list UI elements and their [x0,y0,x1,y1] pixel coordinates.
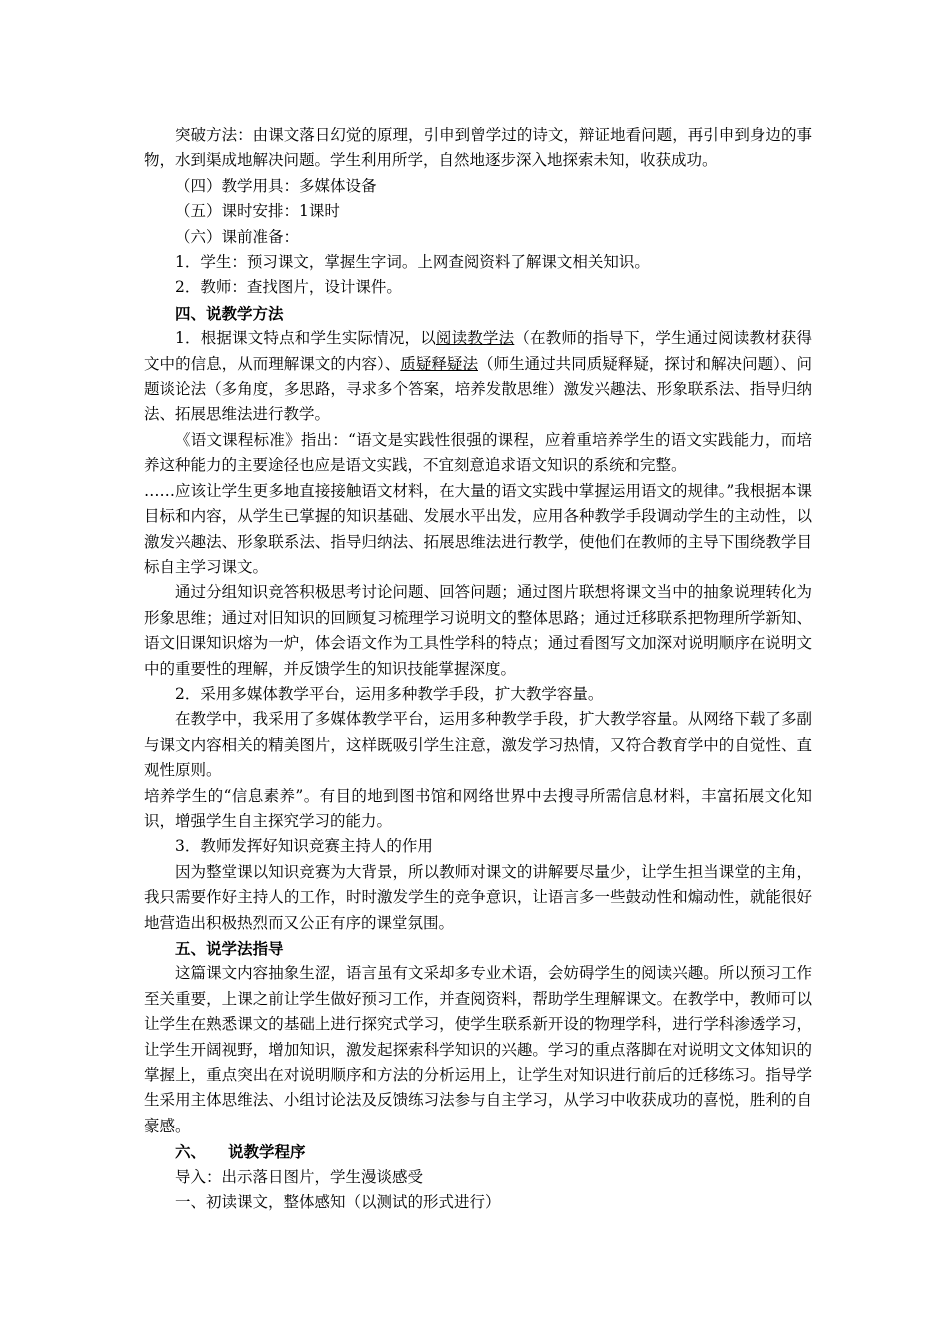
item-teaching-tools: （四）教学用具：多媒体设备 [175,176,377,195]
heading-study-guidance: 五、说学法指导 [175,939,284,958]
item-class-time: （五）课时安排：1课时 [175,202,340,221]
document-page [144,123,812,1215]
paragraph-method-1 [144,326,812,428]
paragraph-host-role: 因为整堂课以知识竞赛为大背景，所以教师对课文的讲解要尽量少，让学生担当课堂的主角，我只需要作好主持人的工作，时时激发学生的竞争意识，让语言多一些鼓动性和煽动性，就能很好地营造出积极热烈而又公正有序的课堂氛围。 [144,862,812,932]
intro-step: 导入：出示落日图片，学生漫谈感受 [175,1167,424,1186]
heading-6-text: 说教学程序 [228,1142,306,1162]
paragraph-multimedia: 在教学中，我采用了多媒体教学平台，运用多种教学手段，扩大教学容量。从网络下载了多副与课文内容相关的精美图片，这样既吸引学生注意，激发学习热情，又符合教育学中的自觉性、直观性原则。 [144,710,812,780]
method-2: 2．采用多媒体教学平台，运用多种教学手段，扩大教学容量。 [175,684,604,703]
step-1: 一、初读课文，整体感知（以测试的形式进行） [175,1193,501,1212]
prep-student: 1．学生：预习课文，掌握生字词。上网查阅资料了解课文相关知识。 [175,253,650,272]
method1-text-c: （师生通过共同质疑释疑，探讨和解决问题）、问题谈论法（多角度，多思路，寻求多个答案，培养发散思维）激发兴趣法、形象联系法、指导归纳法、拓展思维法进行教学。 [144,354,812,424]
method-3: 3．教师发挥好知识竞赛主持人的作用 [175,837,433,856]
paragraph-information-literacy: 培养学生的“信息素养”。有目的地到图书馆和网络世界中去搜寻所需信息材料，丰富拓展文化知识，增强学生自主探究学习的能力。 [144,786,812,830]
item-preparation: （六）课前准备： [175,227,300,246]
question-method-term: 质疑释疑法 [400,354,478,373]
paragraph-breakthrough: 突破方法：由课文落日幻觉的原理，引申到曾学过的诗文，辩证地看问题，再引申到身边的事物，水到渠成地解决问题。学生利用所学，自然地逐步深入地探索未知，收获成功。 [144,126,812,170]
method1-text-b: （在教师的指导下，学生通过阅读教材获得文中的信息，从而理解课文的内容）、 [144,329,812,373]
paragraph-group-competition: 通过分组知识竞答积极思考讨论问题、回答问题；通过图片联想将课文当中的抽象说理转化为形象思维；通过对旧知识的回顾复习梳理学习说明文的整体思路；通过迁移联系把物理所学新知、语文旧课知识熔为一炉，体会语文作为工具性学科的特点；通过看图写文加深对说明顺序在说明文中的重要性的理解，并反馈学生的知识技能掌握深度。 [144,583,812,678]
reading-method-term: 阅读教学法 [435,329,515,348]
method1-text-a: 1．根据课文特点和学生实际情况，以 [175,329,436,348]
paragraph-curriculum-standard: 《语文课程标准》指出：“语文是实践性很强的课程，应着重培养学生的语文实践能力，而培养这种能力的主要途径也应是语文实践，不宜刻意追求语文知识的系统和完整。 [144,430,812,475]
heading-teaching-methods: 四、说教学方法 [175,303,284,323]
prep-teacher: 2．教师：查找图片，设计课件。 [175,278,402,297]
heading-teaching-procedure [144,1139,812,1164]
paragraph-study-guidance: 这篇课文内容抽象生涩，语言虽有文采却多专业术语，会妨碍学生的阅读兴趣。所以预习工作至关重要，上课之前让学生做好预习工作，并查阅资料，帮助学生理解课文。在教学中，教师可以让学生在熟悉课文的基础上进行探究式学习，使学生联系新开设的物理学科，进行学科渗透学习，让学生开阔视野，增加知识，激发起探索科学知识的兴趣。学习的重点落脚在对说明文文体知识的掌握上，重点突出在对说明顺序和方法的分析运用上，让学生对知识进行前后的迁移练习。指导学生采用主体思维法、小组讨论法及反馈练习法参与自主学习，从学习中收获成功的喜悦，胜利的自豪感。 [144,964,812,1135]
heading-6-number: 六、 [175,1142,207,1162]
paragraph-curriculum-standard-cont: ……应该让学生更多地直接接触语文材料，在大量的语文实践中掌握运用语文的规律。”我根据本课目标和内容，从学生已掌握的知识基础、发展水平出发，应用各种教学手段调动学生的主动性，以激发兴趣法、形象联系法、指导归纳法、拓展思维法进行教学，使他们在教师的主导下围绕教学目标自主学习课文。 [144,481,812,576]
